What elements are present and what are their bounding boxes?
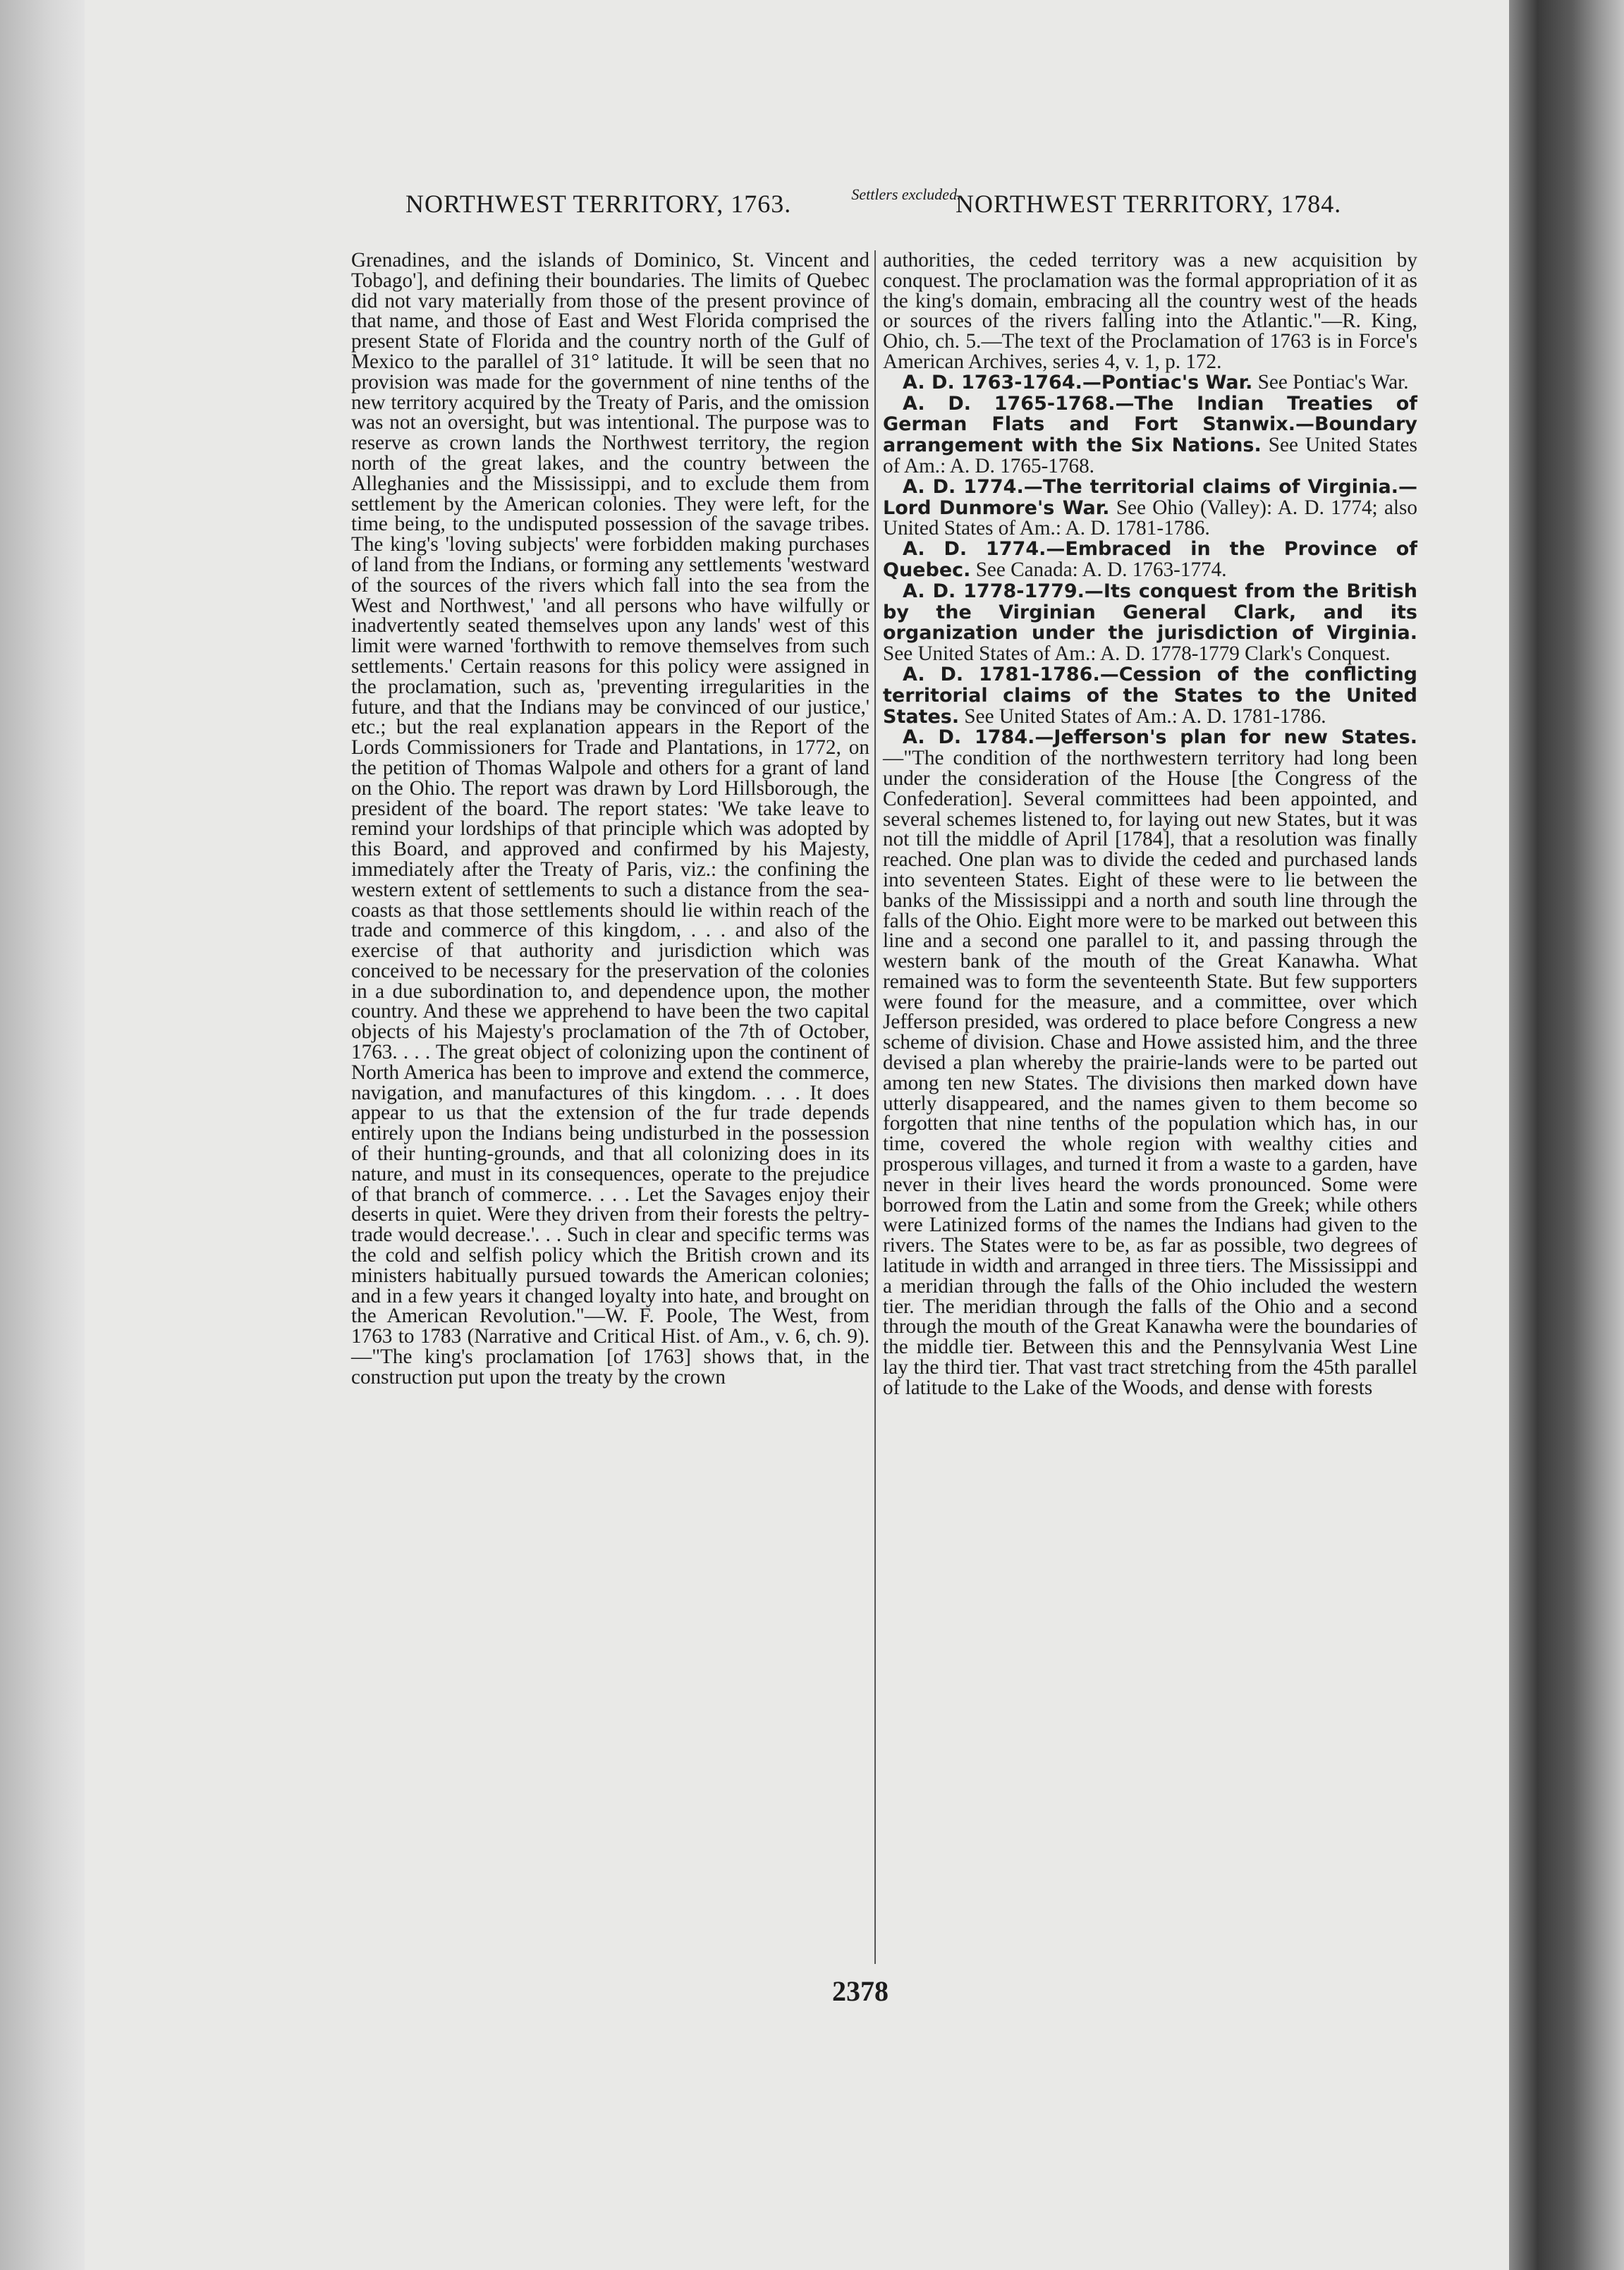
entry-1763-1764 <box>883 372 1417 393</box>
entry-heading: —The Indian Treaties of German Flats and Fort Stanwix.—Boundary arrangement with the Six Nations. <box>883 392 1417 457</box>
left-column-text: Grenadines, and the islands of Dominico, St. Vincent and Tobago'], and defining their boundaries. The limits of Quebec did not vary materially from those of the present province of that name, and those of East and West Florida comprised the present State of Florida and the country north of the Gulf of Mexico to the parallel of 31° latitude. It will be seen that no provision was made for the government of nine tenths of the new territory acquired by the Treaty of Paris, and the omission was not an oversight, but was intentional. The purpose was to reserve as crown lands the Northwest territory, the region north of the great lakes, and the country between the Alleghanies and the Mississippi, and to exclude them from settlement by the American colonies. They were left, for the time being, to the undisputed possession of the savage tribes. The king's 'loving subjects' were forbidden making purchases of land from the Indians, or forming any settlements 'westward of the sources of the rivers which fall into the sea from the West and Northwest,' 'and all persons who have wilfully or inadvertently seated themselves upon any lands' west of this limit were warned 'forthwith to remove themselves from such settlements.' Certain reasons for this policy were assigned in the proclamation, such as, 'preventing irregularities in the future, and that the Indians may be convinced of our justice,' etc.; but the real explanation appears in the Report of the Lords Commissioners for Trade and Plantations, in 1772, on the petition of Thomas Walpole and others for a grant of land on the Ohio. The report was drawn by Lord Hillsborough, the president of the board. The report states: 'We take leave to remind your lordships of that principle which was adopted by this Board, and approved and confirmed by his Majesty, immediately after the Treaty of Paris, viz.: the confining the western extent of settlements to such a distance from the sea-coasts as that those settlements should lie within reach of the trade and commerce of this kingdom, . . . and also of the exercise of that authority and jurisdiction which was conceived to be necessary for the preservation of the colonies in a due subordination to, and dependence upon, the mother country. And these we apprehend to have been the two capital objects of his Majesty's proclamation of the 7th of October, 1763. . . . The great object of colonizing upon the continent of North America has been to improve and extend the commerce, navigation, and manufactures of this kingdom. . . . It does appear to us that the extension of the fur trade depends entirely upon the Indians being undisturbed in the possession of their hunting-grounds, and that all colonizing does in its nature, and must in its consequences, operate to the prejudice of that branch of commerce. . . . Let the Savages enjoy their deserts in quiet. Were they driven from their forests the peltry-trade would decrease.'. . . Such in clear and specific terms was the cold and selfish policy which the British crown and its ministers habitually pursued towards the American colonies; and in a few years it changed loyalty into hate, and brought on the American Revolution."—W. F. Poole, The West, from 1763 to 1783 (Narrative and Critical Hist. of Am., v. 6, ch. 9).—"The king's proclamation [of 1763] shows that, in the construction put upon the treaty by the crown <box>351 249 869 1389</box>
entry-reference: See United States of Am.: A. D. 1765-1768. <box>883 434 1417 477</box>
scan-left-margin <box>0 0 85 2270</box>
column-divider <box>874 250 876 1964</box>
entry-reference: See United States of Am.: A. D. 1778-1779 Clark's Conquest. <box>883 642 1391 666</box>
right-column-intro: authorities, the ceded territory was a new acquisition by conquest. The proclamation was the formal appropriation of it as the king's domain, embracing all the country west of the heads or sources of the rivers falling into the Atlantic."—R. King, Ohio, ch. 5.—The text of the Proclamation of 1763 is in Force's American Archives, series 4, v. 1, p. 172. <box>883 249 1417 373</box>
entry-1765-1768 <box>883 393 1417 477</box>
entry-1784-jefferson <box>883 727 1417 1398</box>
running-header <box>405 185 1379 238</box>
entry-heading: —Its conquest from the British by the Virginian General Clark, and its organization under the jurisdiction of Virginia. <box>883 580 1417 645</box>
entry-heading: —The territorial claims of Virginia.—Lord Dunmore's War. <box>883 475 1418 519</box>
entry-reference: See United States of Am.: A. D. 1781-1786. <box>964 704 1326 728</box>
entry-heading: —Jefferson's plan for new States. <box>1034 726 1417 749</box>
entry-date: A. D. 1784. <box>903 726 1035 749</box>
entry-heading: —Embraced in the Province of Quebec. <box>883 538 1417 581</box>
header-left-title: NORTHWEST TERRITORY, 1763. <box>405 190 792 218</box>
entry-reference: See Ohio (Valley): A. D. 1774; also United States of Am.: A. D. 1781-1786. <box>883 496 1417 540</box>
entry-date: A. D. 1774. <box>903 475 1024 498</box>
book-binding-edge <box>1509 0 1624 2270</box>
entry-reference: See Pontiac's War. <box>1257 370 1409 393</box>
header-margin-note: Settlers excluded. <box>851 185 961 203</box>
entry-heading: —Pontiac's War. <box>1082 371 1253 393</box>
entry-1774-virginia <box>883 477 1417 539</box>
right-column <box>883 250 1417 1398</box>
entry-date: A. D. 1763-1764. <box>903 371 1082 393</box>
entry-date: A. D. 1774. <box>903 538 1046 561</box>
entry-body: —"The condition of the northwestern territory had long been under the consideration of the House [the Congress of the Confederation]. Several committees had been appointed, and several schemes listened to, for laying out new States, but it was not till the middle of April [1784], that a resolution was finally reached. One plan was to divide the ceded and purchased lands into seventeen States. Eight of these were to lie between the banks of the Mississippi and a north and south line through the falls of the Ohio. Eight more were to be marked out between this line and a second one parallel to it, and passing through the western bank of the mouth of the Great Kanawha. What remained was to form the seventeenth State. But few supporters were found for the measure, and a committee, over which Jefferson presided, was ordered to place before Congress a new scheme of division. Chase and Howe assisted him, and the three devised a plan whereby the prairie-lands were to be parted out among ten new States. The divisions then marked down have utterly disappeared, and the names given to them become so forgotten that nine tenths of the population which has, in our time, covered the whole region with wealthy cities and prosperous villages, and turned it from a waste to a garden, have never in their lives heard the words pronounced. Some were borrowed from the Latin and some from the Greek; while others were Latinized forms of the names the Indians had given to the rivers. The States were to be, as far as possible, two degrees of latitude in width and arranged in three tiers. The Mississippi and a meridian through the falls of the Ohio included the western tier. The meridian through the falls of the Ohio and a second through the mouth of the Great Kanawha were the boundaries of the middle tier. Between this and the Pennsylvania West Line lay the third tier. That vast tract stretching from the 45th parallel of latitude to the Lake of the Woods, and dense with forests <box>883 747 1417 1399</box>
header-right-title: NORTHWEST TERRITORY, 1784. <box>956 190 1342 218</box>
page-number: 2378 <box>832 1975 889 2007</box>
entry-heading: —Cession of the conflicting territorial claims of the States to the United States. <box>883 663 1417 728</box>
entry-date: A. D. 1765-1768. <box>903 392 1116 415</box>
entry-date: A. D. 1778-1779. <box>903 580 1085 602</box>
entry-1781-1786 <box>883 664 1417 727</box>
left-column <box>351 250 869 1388</box>
entry-1774-quebec <box>883 539 1417 581</box>
entry-date: A. D. 1781-1786. <box>903 663 1100 685</box>
entry-1778-1779 <box>883 581 1417 664</box>
entry-reference: See Canada: A. D. 1763-1774. <box>975 558 1227 581</box>
